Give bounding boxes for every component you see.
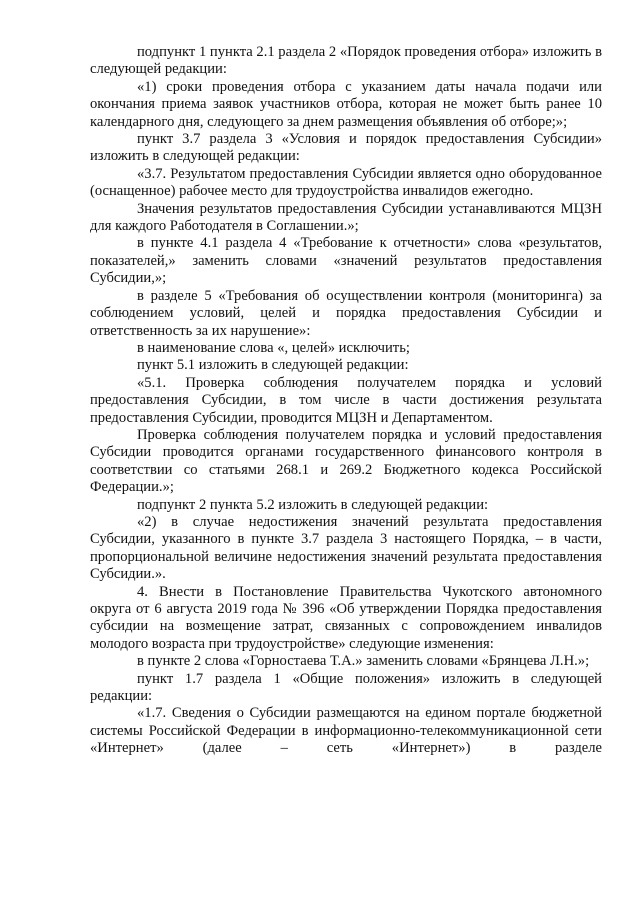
paragraph: в пункте 4.1 раздела 4 «Требование к отчетности» слова «результатов, показателей,» заменить словами «значений результатов предоставления Субсидии,»; [90, 235, 602, 287]
paragraph: подпункт 2 пункта 5.2 изложить в следующей редакции: [137, 496, 489, 513]
paragraph: «1.7. Сведения о Субсидии размещаются на едином портале бюджетной системы Российской Федерации в информационно-телекоммуникационной сети «Интернет» (далее – сеть «Интернет») в разделе [90, 705, 602, 757]
paragraph: пункт 5.1 изложить в следующей редакции: [137, 357, 409, 374]
paragraph: «5.1. Проверка соблюдения получателем порядка и условий предоставления Субсидии, в том числе в части достижения результата предоставления Субсидии, проводится МЦЗН и Департаментом. [90, 374, 602, 426]
paragraph: 4. Внести в Постановление Правительства Чукотского автономного округа от 6 августа 2019 года № 396 «Об утверждении Порядка предоставления субсидии на возмещение затрат, связанных с сопровождением инвалидов молодого возраста при трудоустройстве» следующие изменения: [90, 583, 602, 652]
document-page [90, 44, 602, 758]
paragraph: «3.7. Результатом предоставления Субсидии является одно оборудованное (оснащенное) рабочее место для трудоустройства инвалидов ежегодно. [90, 165, 602, 200]
paragraph: пункт 1.7 раздела 1 «Общие положения» изложить в следующей редакции: [90, 670, 602, 705]
paragraph: подпункт 1 пункта 2.1 раздела 2 «Порядок проведения отбора» изложить в следующей редакции: [90, 44, 602, 78]
paragraph: Проверка соблюдения получателем порядка и условий предоставления Субсидии проводится органами государственного финансового контроля в соответствии со статьями 268.1 и 269.2 Бюджетного кодекса Российской Федерации.»; [90, 426, 602, 496]
paragraph: Значения результатов предоставления Субсидии устанавливаются МЦЗН для каждого Работодателя в Соглашении.»; [90, 200, 602, 235]
paragraph: в пункте 2 слова «Горностаева Т.А.» заменить словами «Брянцева Л.Н.»; [137, 653, 590, 670]
paragraph: «1) сроки проведения отбора с указанием даты начала подачи или окончания приема заявок участников отбора, которая не может быть ранее 10 календарного дня, следующего за днем размещения объявления об отборе;»; [90, 78, 602, 130]
paragraph: в наименование слова «, целей» исключить; [137, 339, 410, 356]
paragraph: «2) в случае недостижения значений результата предоставления Субсидии, указанного в пункте 3.7 раздела 3 настоящего Порядка, – в части, пропорциональной величине недостижения значений результата предоставления Субсидии.». [90, 513, 602, 583]
paragraph: пункт 3.7 раздела 3 «Условия и порядок предоставления Субсидии» изложить в следующей редакции: [90, 131, 602, 165]
paragraph: в разделе 5 «Требования об осуществлении контроля (мониторинга) за соблюдением условий, целей и порядка предоставления Субсидии и ответственность за их нарушение»: [90, 287, 602, 339]
